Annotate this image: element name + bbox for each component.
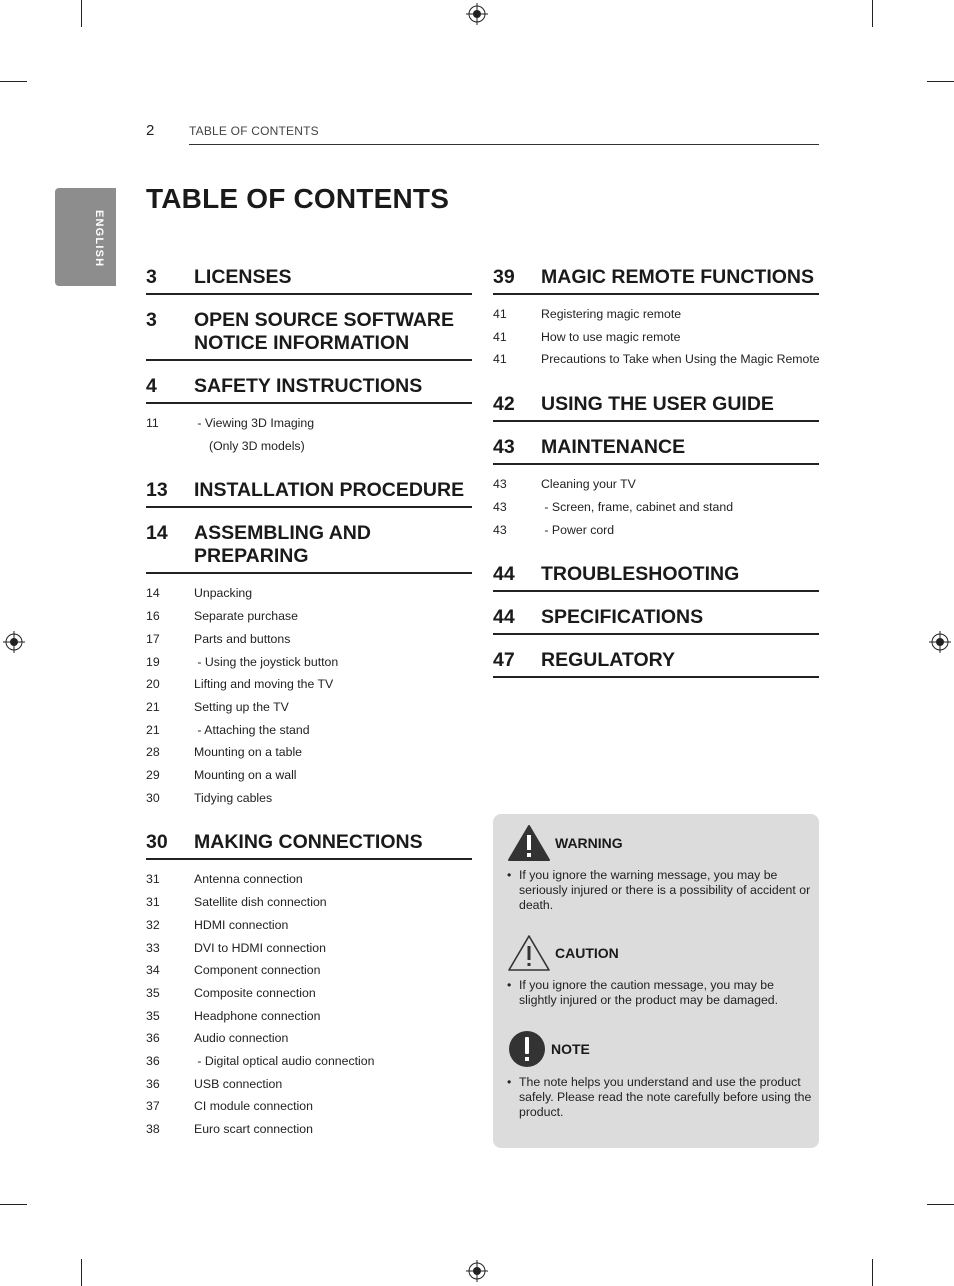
toc-entry [146, 1073, 472, 1096]
entry-page-number: 36 [146, 1031, 160, 1046]
entry-page-number: 36 [146, 1076, 160, 1091]
toc-entry [146, 914, 472, 937]
entry-page-number: 16 [146, 609, 160, 624]
entry-title: Tidying cables [194, 790, 273, 805]
crop-mark [872, 0, 873, 27]
entry-title: Antenna connection [194, 872, 303, 887]
bullet: • [507, 978, 512, 992]
toc-entry-list [146, 574, 472, 817]
section-page-number: 3 [146, 309, 157, 331]
toc-section-heading [493, 559, 819, 592]
section-page-number: 4 [146, 375, 157, 397]
section-page-number: 44 [493, 606, 515, 629]
entry-page-number: 35 [146, 985, 160, 1000]
crop-mark [0, 1204, 27, 1205]
entry-title: Parts and buttons [194, 631, 291, 646]
toc-entry [146, 1050, 472, 1073]
entry-title: Audio connection [194, 1031, 289, 1046]
toc-entry-list [493, 295, 819, 379]
entry-title: Unpacking [194, 586, 253, 601]
entry-title: Mounting on a table [194, 745, 303, 760]
entry-page-number: 43 [493, 522, 507, 537]
section-page-number: 3 [146, 266, 157, 288]
toc-entry [146, 696, 472, 719]
warning-text: If you ignore the warning message, you may be seriously injured or there is a possibility of accident or death. [519, 868, 811, 912]
toc-entry [493, 473, 819, 496]
toc-entry [146, 787, 472, 810]
toc-right-column [493, 262, 819, 678]
crop-mark [0, 81, 27, 82]
entry-page-number: 33 [146, 940, 160, 955]
entry-title: Headphone connection [194, 1008, 321, 1023]
entry-page-number: 41 [493, 307, 507, 321]
toc-left-column [146, 262, 472, 1149]
crop-mark [927, 81, 954, 82]
entry-page-number: 34 [146, 963, 160, 978]
section-page-number: 44 [493, 563, 515, 586]
warning-label: WARNING [555, 835, 623, 851]
entry-page-number: 43 [493, 477, 507, 492]
entry-title: Euro scart connection [194, 1122, 313, 1137]
entry-title: - Attaching the stand [194, 722, 310, 737]
section-page-number: 39 [493, 266, 515, 288]
toc-entry [146, 628, 472, 651]
section-title: MAGIC REMOTE FUNCTIONS [541, 266, 814, 288]
caution-label: CAUTION [555, 945, 619, 961]
section-title: OPEN SOURCE SOFTWARE NOTICE INFORMATION [194, 309, 455, 354]
toc-entry [146, 412, 472, 435]
section-page-number: 14 [146, 522, 168, 545]
section-page-number: 43 [493, 436, 515, 459]
entry-title: USB connection [194, 1076, 283, 1091]
toc-entry-list [146, 404, 472, 465]
entry-title: - Power cord [541, 522, 615, 537]
section-title: MAINTENANCE [541, 436, 686, 459]
entry-title: - Screen, frame, cabinet and stand [541, 499, 734, 514]
section-title: LICENSES [194, 266, 292, 288]
entry-page-number: 20 [146, 677, 160, 692]
language-tab [55, 188, 116, 286]
note-text: The note helps you understand and use the product safely. Please read the note carefully before using the product. [519, 1075, 812, 1119]
toc-section-heading [493, 262, 819, 295]
entry-title: Composite connection [194, 985, 316, 1000]
entry-title: - Viewing 3D Imaging [194, 416, 315, 430]
entry-page-number: 19 [146, 654, 160, 669]
entry-title-continuation: (Only 3D models) [209, 438, 305, 453]
crop-mark [81, 1259, 82, 1286]
entry-title: - Digital optical audio connection [194, 1054, 375, 1069]
notice-legend-box [493, 814, 819, 1148]
entry-title: How to use magic remote [541, 329, 681, 344]
entry-title: DVI to HDMI connection [194, 940, 326, 955]
entry-title: HDMI connection [194, 917, 289, 932]
entry-title: Component connection [194, 963, 321, 978]
warning-text-row [507, 868, 813, 913]
toc-entry [493, 303, 819, 326]
entry-page-number: 37 [146, 1099, 160, 1114]
toc-section-heading [146, 371, 472, 404]
section-page-number: 42 [493, 393, 515, 416]
toc-section-heading [146, 305, 472, 361]
toc-section-heading [146, 475, 472, 508]
section-title: TROUBLESHOOTING [541, 563, 740, 586]
toc-section-heading [146, 262, 472, 295]
entry-page-number: 41 [493, 329, 507, 344]
header-rule [189, 144, 819, 145]
crop-mark [872, 1259, 873, 1286]
caution-text-row [507, 978, 813, 1008]
note-label: NOTE [551, 1041, 590, 1057]
entry-page-number: 35 [146, 1008, 160, 1023]
page-number: 2 [146, 122, 155, 139]
section-title: SPECIFICATIONS [541, 606, 704, 629]
section-page-number: 47 [493, 649, 515, 672]
entry-page-number: 28 [146, 745, 160, 760]
toc-entry [146, 891, 472, 914]
entry-page-number: 29 [146, 768, 160, 783]
entry-title: Satellite dish connection [194, 895, 327, 910]
entry-page-number: 38 [146, 1122, 160, 1137]
entry-page-number: 30 [146, 790, 160, 805]
toc-section-heading [493, 432, 819, 465]
entry-page-number: 43 [493, 499, 507, 514]
toc-entry [146, 764, 472, 787]
registration-mark-icon [466, 1260, 488, 1282]
section-title: SAFETY INSTRUCTIONS [194, 375, 423, 397]
crop-mark [927, 1204, 954, 1205]
section-title: USING THE USER GUIDE [541, 393, 774, 416]
entry-page-number: 32 [146, 917, 160, 932]
entry-page-number: 11 [146, 416, 159, 430]
entry-page-number: 31 [146, 895, 160, 910]
warning-triangle-icon [507, 824, 551, 862]
section-page-number: 13 [146, 479, 168, 502]
section-title: INSTALLATION PROCEDURE [194, 479, 465, 502]
toc-entry [146, 582, 472, 605]
entry-title: Setting up the TV [194, 699, 289, 714]
toc-section-heading [493, 389, 819, 422]
toc-entry [493, 519, 819, 542]
toc-entry [146, 1005, 472, 1028]
section-page-number: 30 [146, 831, 168, 854]
toc-entry [146, 651, 472, 674]
entry-page-number: 21 [146, 722, 160, 737]
registration-mark-icon [466, 3, 488, 25]
warning-notice [507, 824, 813, 913]
entry-title: Registering magic remote [541, 307, 682, 321]
toc-entry [146, 741, 472, 764]
toc-section-heading [493, 602, 819, 635]
entry-title: Mounting on a wall [194, 768, 297, 783]
toc-entry-list [493, 465, 819, 549]
toc-section-heading [146, 827, 472, 860]
toc-entry [146, 1118, 472, 1141]
caution-text: If you ignore the caution message, you may be slightly injured or the product may be damaged. [519, 978, 779, 1007]
section-title: REGULATORY [541, 649, 675, 672]
toc-entry [146, 959, 472, 982]
toc-entry [146, 1027, 472, 1050]
toc-entry [146, 868, 472, 891]
note-text-row [507, 1075, 813, 1120]
entry-title: CI module connection [194, 1099, 313, 1114]
toc-entry [146, 605, 472, 628]
toc-entry [493, 348, 819, 371]
toc-entry [146, 719, 472, 742]
language-tab-label: ENGLISH [93, 210, 105, 268]
registration-mark-icon [929, 631, 951, 653]
section-title: ASSEMBLING AND PREPARING [194, 522, 371, 568]
caution-notice [507, 934, 813, 1008]
toc-section-heading [146, 518, 472, 574]
entry-page-number: 31 [146, 872, 160, 887]
toc-entry [146, 673, 472, 696]
note-circle-icon [507, 1029, 547, 1069]
entry-title: - Using the joystick button [194, 654, 339, 669]
section-title: MAKING CONNECTIONS [194, 831, 423, 854]
crop-mark [81, 0, 82, 27]
running-head: TABLE OF CONTENTS [189, 124, 319, 138]
toc-entry [493, 496, 819, 519]
entry-title: Lifting and moving the TV [194, 677, 334, 692]
entry-page-number: 36 [146, 1054, 160, 1069]
toc-entry [146, 937, 472, 960]
toc-entry [146, 982, 472, 1005]
page-title: TABLE OF CONTENTS [146, 183, 450, 214]
toc-entry [146, 1095, 472, 1118]
entry-title: Cleaning your TV [541, 477, 636, 492]
entry-title: Precautions to Take when Using the Magic Remote [541, 352, 820, 367]
note-notice [507, 1029, 813, 1120]
entry-title: Separate purchase [194, 609, 298, 624]
toc-section-heading [493, 645, 819, 678]
bullet: • [507, 868, 512, 882]
toc-entry [493, 326, 819, 349]
bullet: • [507, 1075, 512, 1089]
caution-triangle-icon [507, 934, 551, 972]
toc-entry-list [146, 860, 472, 1148]
entry-page-number: 14 [146, 586, 160, 601]
entry-page-number: 41 [493, 352, 507, 367]
registration-mark-icon [3, 631, 25, 653]
entry-page-number: 21 [146, 699, 160, 714]
entry-page-number: 17 [146, 631, 160, 646]
